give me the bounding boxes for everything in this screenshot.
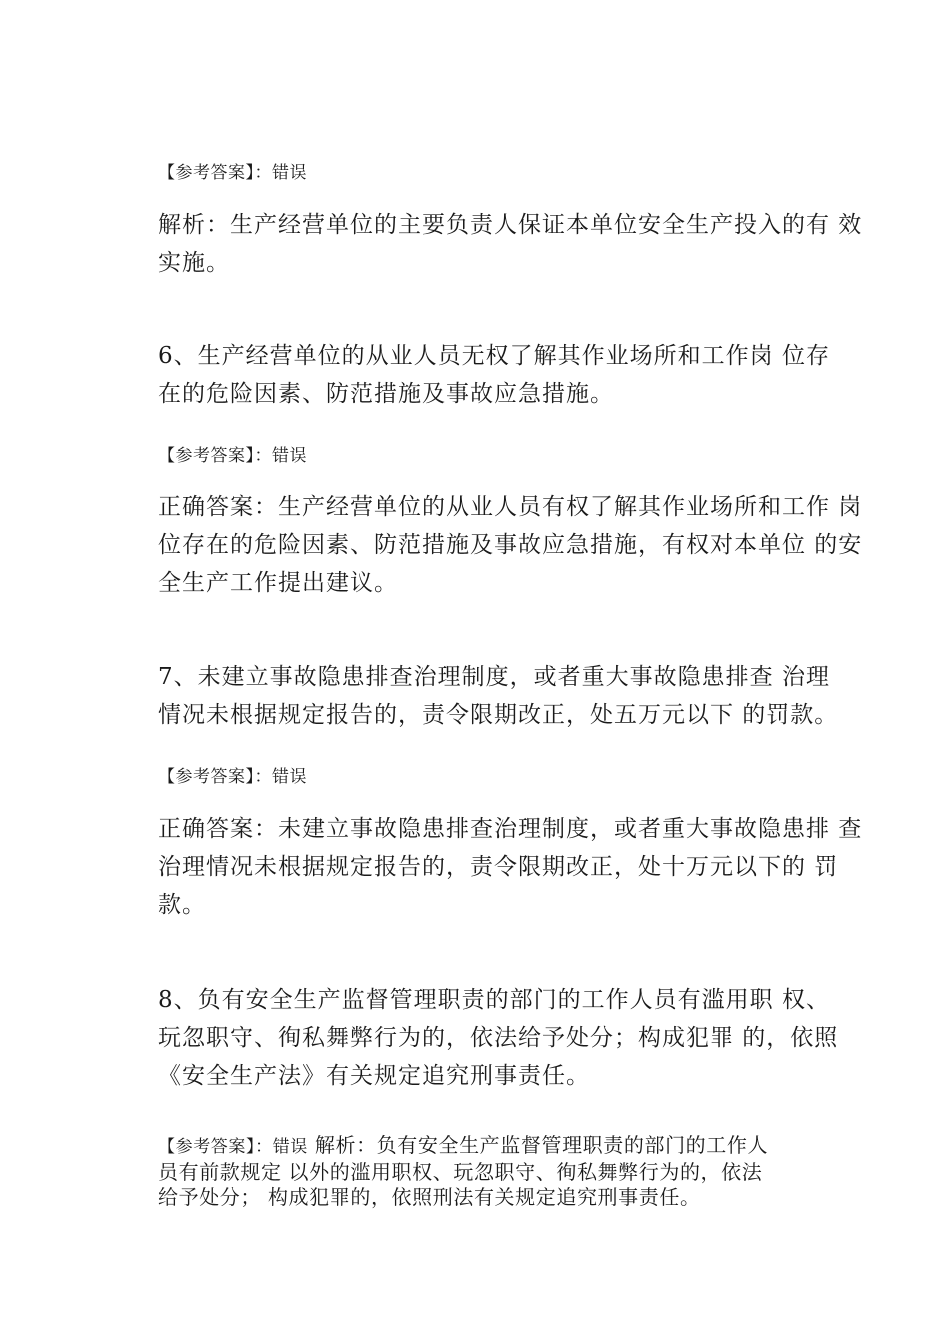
question-line: 6、生产经营单位的从业人员无权了解其作业场所和工作岗 位存 [158,343,830,369]
analysis-text: 解析：负有安全生产监督管理职责的部门的工作人 [307,1133,769,1157]
reference-answer-text: 【参考答案】：错误 [158,163,307,183]
analysis-paragraph-5 [158,206,863,282]
reference-answer-text: 【参考答案】：错误 [158,767,307,787]
question-8 [158,981,858,1095]
question-line: 7、未建立事故隐患排查治理制度，或者重大事故隐患排查 治理 [158,664,830,690]
reference-answer-1 [158,161,858,185]
question-6 [158,337,858,413]
paragraph-line: 正确答案：生产经营单位的从业人员有权了解其作业场所和工作 岗 [158,494,863,520]
analysis-line: 给予处分； 构成犯罪的，依照刑法有关规定追究刑事责任。 [158,1185,701,1209]
paragraph-line: 款。 [158,892,206,918]
mixed-line [158,1133,858,1160]
reference-answer-8-with-analysis [158,1133,858,1210]
question-line: 8、负有安全生产监督管理职责的部门的工作人员有滥用职 权、 [158,987,830,1013]
question-line: 情况未根据规定报告的，责令限期改正，处五万元以下 的罚款。 [158,702,839,728]
correct-answer-7 [158,810,863,924]
question-7 [158,658,858,734]
reference-answer-text: 【参考答案】：错误 [158,1137,308,1157]
paragraph-line: 正确答案：未建立事故隐患排查治理制度，或者重大事故隐患排 查 [158,816,863,842]
paragraph-line: 全生产工作提出建议。 [158,570,398,596]
paragraph-line: 治理情况未根据规定报告的，责令限期改正，处十万元以下的 罚 [158,854,839,880]
reference-answer-6 [158,444,858,468]
question-line: 《安全生产法》有关规定追究刑事责任。 [158,1063,590,1089]
analysis-line: 员有前款规定 以外的滥用职权、玩忽职守、徇私舞弊行为的，依法 [158,1160,763,1184]
question-line: 玩忽职守、徇私舞弊行为的，依法给予处分；构成犯罪 的，依照 [158,1025,839,1051]
paragraph-line: 位存在的危险因素、防范措施及事故应急措施，有权对本单位 的安 [158,532,863,558]
correct-answer-6 [158,488,863,602]
reference-answer-7 [158,765,858,789]
paragraph-line: 实施。 [158,250,230,276]
paragraph-line: 解析：生产经营单位的主要负责人保证本单位安全生产投入的有 效 [158,212,863,238]
reference-answer-text: 【参考答案】：错误 [158,446,307,466]
question-line: 在的危险因素、防范措施及事故应急措施。 [158,381,614,407]
